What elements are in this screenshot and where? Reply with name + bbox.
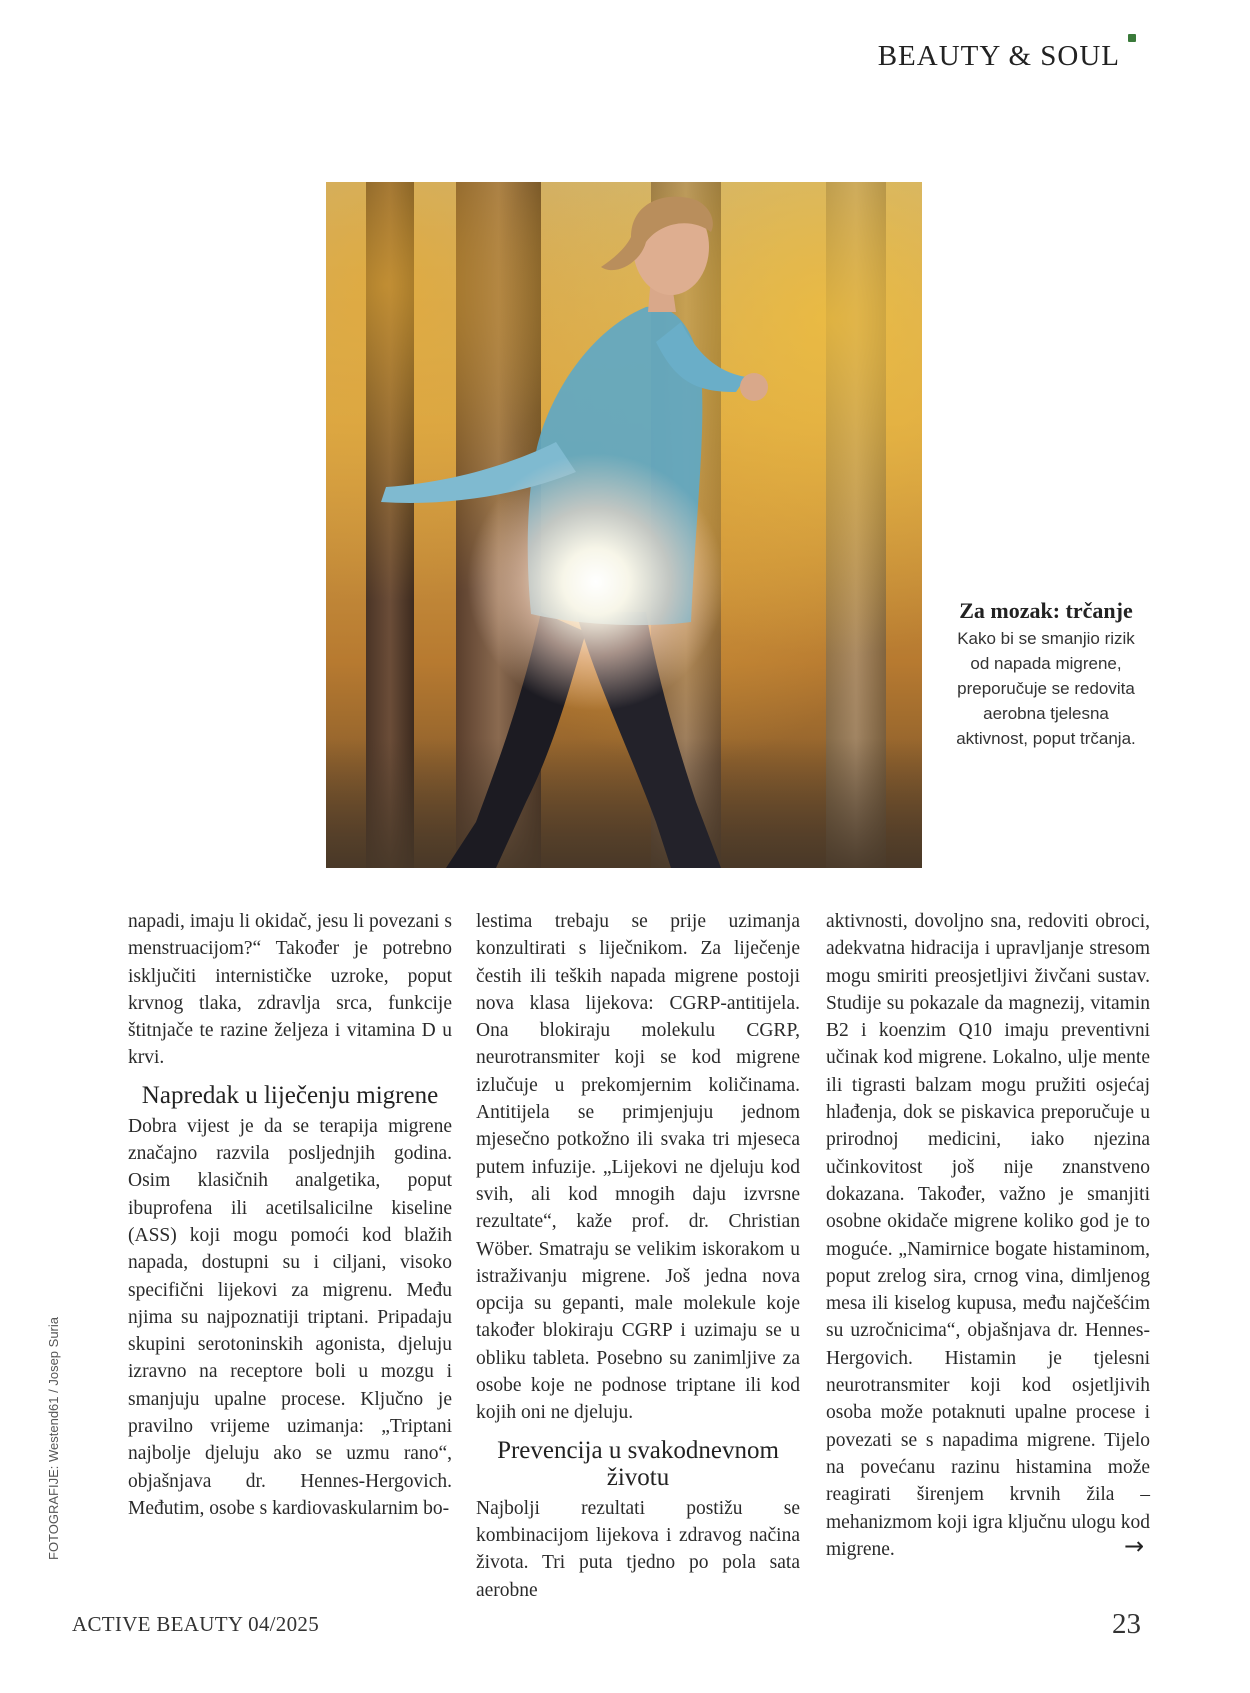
magazine-issue: ACTIVE BEAUTY 04/2025	[72, 1612, 319, 1636]
article-column-2	[476, 908, 800, 1604]
paragraph: napadi, imaju li okidač, jesu li povezani s menstruacijom?“ Također je potrebno isključiti internističke uzroke, poput krvnog tlaka, zdravlja srca, funkcije štitnjače te razine željeza i vitamina D u krvi.	[128, 911, 452, 1069]
subheading: Napredak u liječenju migrene	[141, 1081, 439, 1109]
photo-caption	[948, 598, 1144, 751]
paragraph: Najbolji rezultati postižu se kombinacijom lijekova i zdravog načina života. Tri puta tjedno po pola sata aerobne	[476, 1497, 800, 1601]
continue-arrow-icon: →	[1124, 1532, 1145, 1560]
page-number: 23	[1112, 1608, 1141, 1640]
subheading: Prevencija u svakodnevnom životu	[497, 1436, 779, 1491]
corner-marker	[1128, 34, 1136, 42]
article-column-1	[128, 908, 452, 1522]
caption-text: Kako bi se smanjio rizik od napada migrene, preporučuje se redovita aerobna tjelesna aktivnost, poput trčanja.	[956, 629, 1136, 748]
paragraph: aktivnosti, dovoljno sna, redoviti obroci, adekvatna hidracija i upravljanje stresom mogu smiriti preosjetljivi živčani sustav. Studije su pokazale da magnezij, vitamin B2 i koenzim Q10 imaju preventivni učinak kod migrene. Lokalno, ulje mente ili tigrasti balzam mogu pružiti osjećaj hlađenja, dok se piskavica preporučuje u prirodnoj medicini, iako njezina učinkovitost još nije znanstveno dokazana. Također, važno je smanjiti osobne okidače migrene koliko god je to moguće. „Namirnice bogate histaminom, poput zrelog sira, crnog vina, dimljenog mesa ili kiselog kupusa, među najčešćim su uzročnicima“, objašnjava dr. Hennes-Hergovich. Histamin je tjelesni neurotransmiter koji kod osjetljivih osoba može potaknuti upalne procese i povezati se s napadima migrene. Tijelo na povećanu razinu histamina može reagirati širenjem krvnih žila – mehanizmom koji igra ključnu ulogu kod migrene.	[826, 911, 1150, 1560]
article-column-3	[826, 908, 1150, 1563]
caption-title: Za mozak: trčanje	[959, 598, 1133, 623]
paragraph: Dobra vijest je da se terapija migrene značajno razvila posljednjih godina. Osim klasičnih analgetika, poput ibuprofena ili acetilsalicilne kiseline (ASS) koji mogu pomoći kod blažih napada, dostupni su i ciljani, visoko specifični lijekovi za migrenu. Među njima su najpoznatiji triptani. Pripadaju skupini serotoninskih agonista, djeluju izravno na receptore boli u mozgu i smanjuju upalne procese. Ključno je pravilno vrijeme uzimanja: „Triptani najbolje djeluju ako se uzmu rano“, objašnjava dr. Hennes-Hergovich. Međutim, osobe s kardiovaskularnim bo-	[128, 1115, 452, 1519]
sun-flare	[466, 452, 726, 712]
photo-credit: FOTOGRAFIJE: Westend61 / Josep Suria	[46, 1316, 61, 1560]
paragraph: lestima trebaju se prije uzimanja konzultirati s liječnikom. Za liječenje čestih ili teških napada migrene postoji nova klasa lijekova: CGRP-antitijela. Ona blokiraju molekulu CGRP, neurotransmiter koji se kod migrene izlučuje u prekomjernim količinama. Antitijela se primjenjuju jednom mjesečno potkožno ili svaka tri mjeseca putem infuzije. „Lijekovi ne djeluju kod svih, ali kod mnogih daju izvrsne rezultate“, kaže prof. dr. Christian Wöber. Smatraju se velikim iskorakom u istraživanju migrene. Još jedna nova opcija su gepanti, male molekule koje također blokiraju CGRP i uzimaju se u obliku tableta. Posebno su zanimljive za osobe koje ne podnose triptane ili kod kojih oni ne djeluju.	[476, 911, 800, 1424]
runner-photo	[326, 182, 922, 868]
section-title: BEAUTY & SOUL	[877, 40, 1120, 72]
